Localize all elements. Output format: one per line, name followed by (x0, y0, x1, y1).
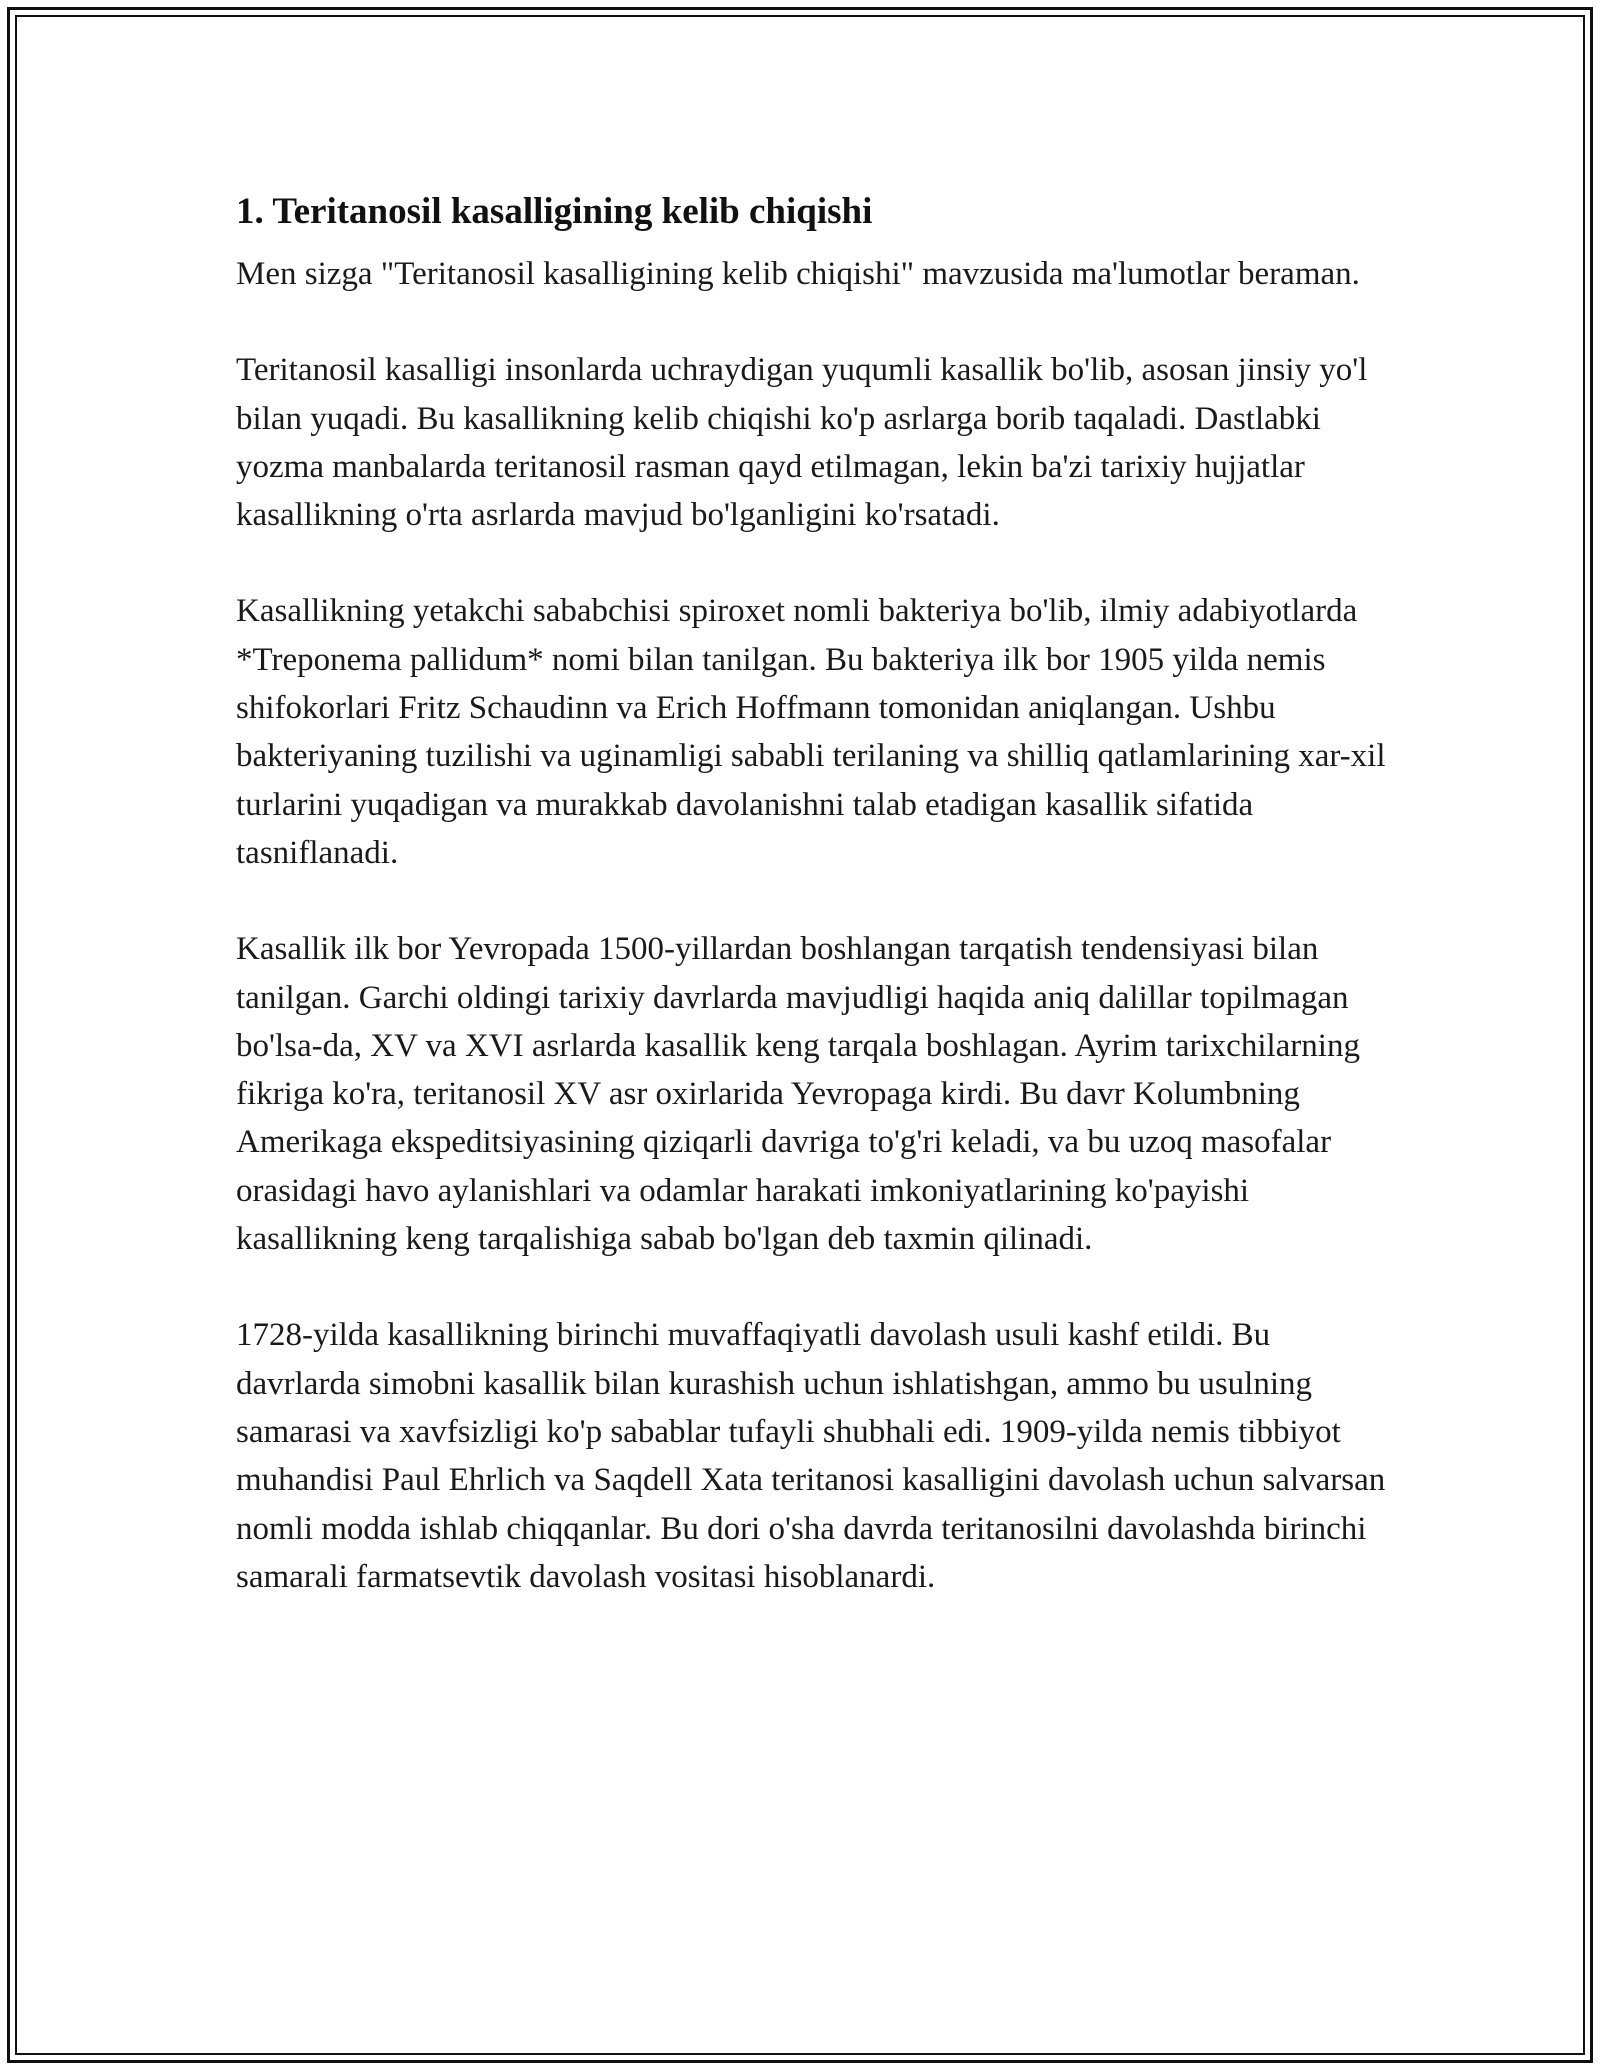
document-body (236, 186, 1386, 1649)
paragraph-spread: Kasallik ilk bor Yevropada 1500-yillardan boshlangan tarqatish tendensiyasi bilan tanilgan. Garchi oldingi tarixiy davrlarda mavjudligi haqida aniq dalillar topilmagan bo'lsa-da, XV va XVI asrlarda kasallik keng tarqala boshlagan. Ayrim tarixchilarning fikriga ko'ra, teritanosil XV asr oxirlarida Yevropaga kirdi. Bu davr Kolumbning Amerikaga ekspeditsiyasining qiziqarli davriga to'g'ri keladi, va bu uzoq masofalar orasidagi havo aylanishlari va odamlar harakati imkoniyatlarining ko'payishi kasallikning keng tarqalishiga sabab bo'lgan deb taxmin qilinadi. (236, 931, 1360, 1258)
paragraph-treatment: 1728-yilda kasallikning birinchi muvaffaqiyatli davolash usuli kashf etildi. Bu davrlarda simobni kasallik bilan kurashish uchun ishlatishgan, ammo bu usulning samarasi va xavfsizligi ko'p sabablar tufayli shubhali edi. 1909-yilda nemis tibbiyot muhandisi Paul Ehrlich va Saqdell Xata teritanosi kasalligini davolash uchun salvarsan nomli modda ishlab chiqqanlar. Bu dori o'sha davrda teritanosilni davolashda birinchi samarali farmatsevtik davolash vositasi hisoblanardi. (236, 1317, 1386, 1595)
paragraph-cause: Kasallikning yetakchi sababchisi spiroxet nomli bakteriya bo'lib, ilmiy adabiyotlarda *Treponema pallidum* nomi bilan tanilgan. Bu bakteriya ilk bor 1905 yilda nemis shifokorlari Fritz Schaudinn va Erich Hoffmann tomonidan aniqlangan. Ushbu bakteriyaning tuzilishi va uginamligi sababli terilaning va shilliq qatlamlarining xar-xil turlarini yuqadigan va murakkab davolanishni talab etadigan kasallik sifatida tasniflanadi. (236, 593, 1386, 871)
section-heading: 1. Teritanosil kasalligining kelib chiqishi (236, 191, 873, 232)
paragraph-intro: Men sizga "Teritanosil kasalligining kelib chiqishi" mavzusida ma'lumotlar beraman. (236, 256, 1360, 292)
paragraph-origin: Teritanosil kasalligi insonlarda uchraydigan yuqumli kasallik bo'lib, asosan jinsiy yo'l bilan yuqadi. Bu kasallikning kelib chiqishi ko'p asrlarga borib taqaladi. Dastlabki yozma manbalarda teritanosil rasman qayd etilmagan, lekin ba'zi tarixiy hujjatlar kasallikning o'rta asrlarda mavjud bo'lganligini ko'rsatadi. (236, 352, 1368, 534)
